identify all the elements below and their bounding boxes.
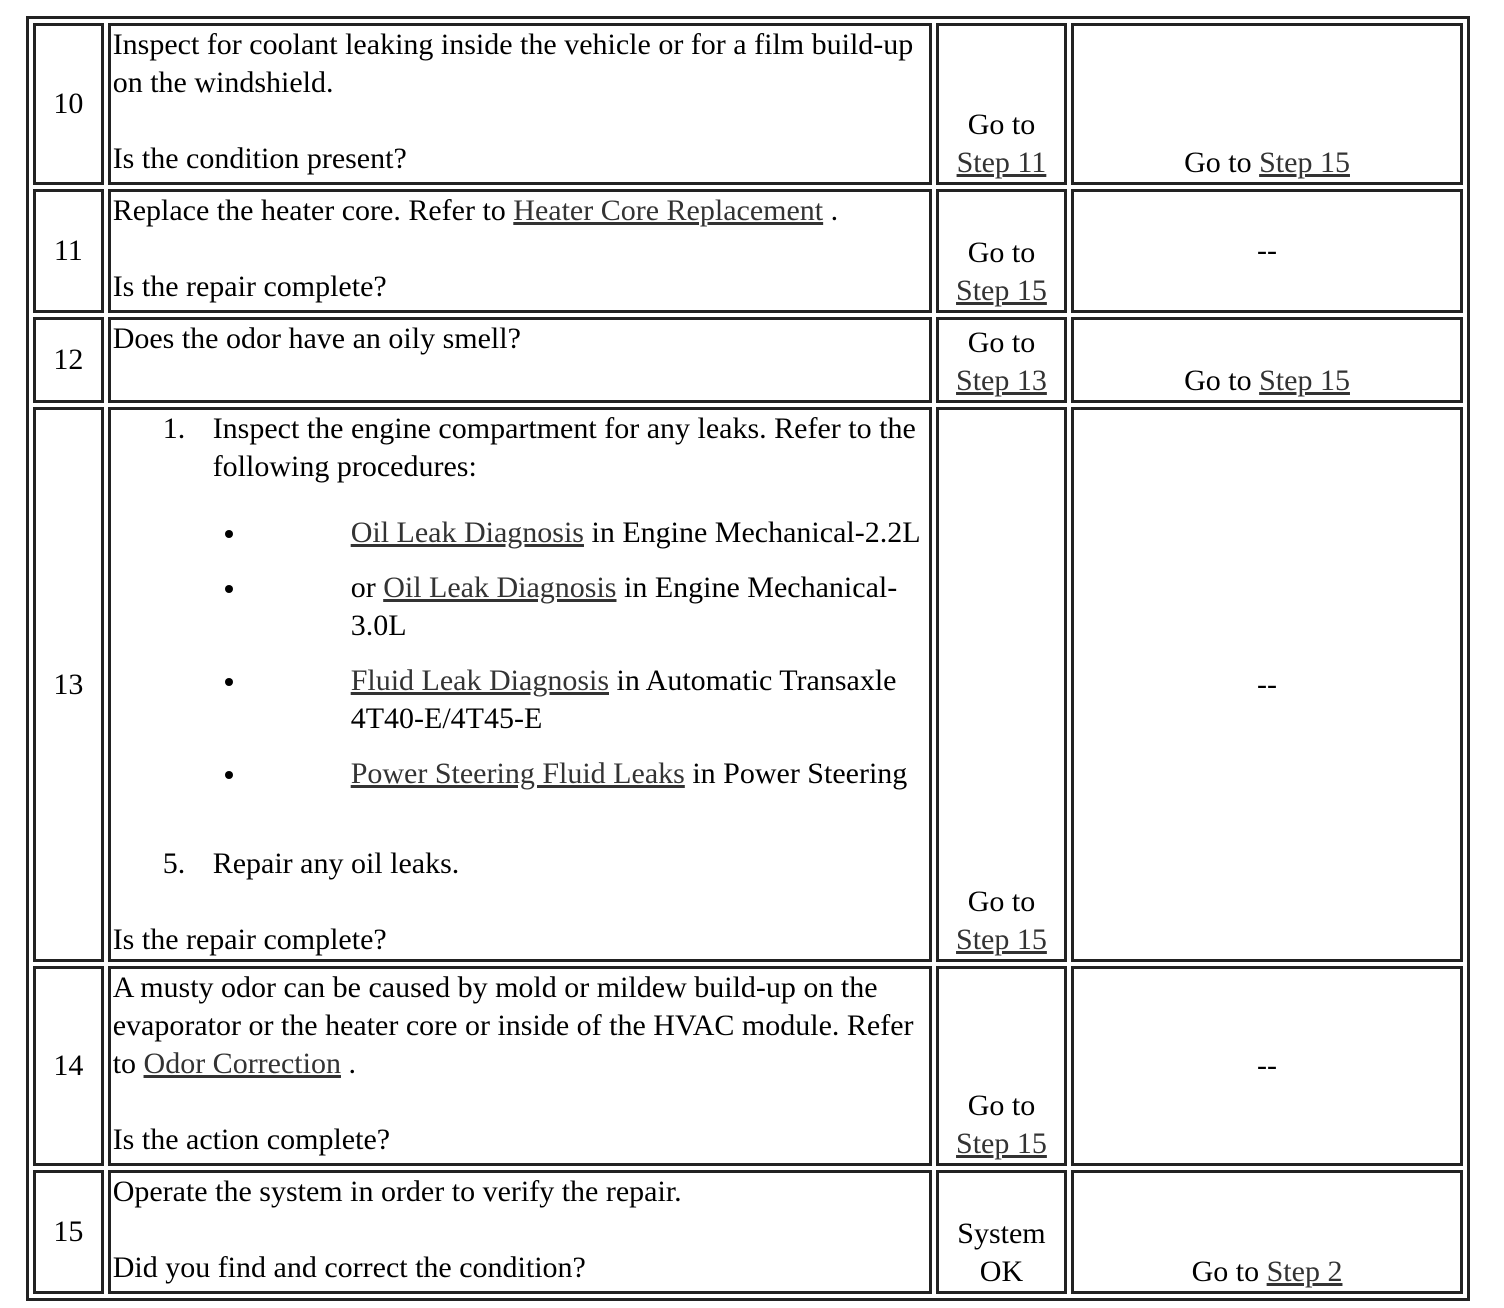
yes-cell: [936, 189, 1067, 313]
oil-leak-diagnosis-link[interactable]: Oil Leak Diagnosis: [383, 571, 617, 604]
action-cell: [108, 317, 932, 403]
table-row: [33, 317, 1463, 403]
list-item: Power Steering Fluid Leaks in Power Steering: [251, 755, 927, 793]
ok-label: OK: [979, 1255, 1024, 1288]
yes-cell: [936, 966, 1067, 1166]
yes-cell: [936, 317, 1067, 403]
no-cell: --: [1071, 966, 1463, 1166]
goto-label: Go to: [967, 108, 1036, 141]
no-cell: [1071, 317, 1463, 403]
yes-cell: [936, 1170, 1067, 1294]
table-row: [33, 23, 1463, 185]
table-row: [33, 1170, 1463, 1294]
fluid-leak-diagnosis-link[interactable]: Fluid Leak Diagnosis: [350, 664, 609, 697]
table-row: [33, 966, 1463, 1166]
power-steering-fluid-leaks-link[interactable]: Power Steering Fluid Leaks: [350, 757, 685, 790]
action-cell: [108, 23, 932, 185]
action-cell: [108, 1170, 932, 1294]
step-15-link[interactable]: Step 15: [956, 1127, 1047, 1160]
list-item: 1. Inspect the engine compartment for any leaks. Refer to the following procedures: Oil Leak Diagnosis in Engine Mechanical-2.2L or Oil Leak Diagnosis in Engine Mechanical-3.0L Fluid Leak Diagnosis in Automatic Transaxle 4T40-E/4T45-E Power Steering Fluid Leaks in Power Steering: [113, 410, 927, 793]
action-text: Operate the system in order to verify the repair.: [112, 1175, 682, 1208]
procedure-list: [113, 410, 927, 883]
goto-label: Go to: [967, 885, 1036, 918]
list-item: Oil Leak Diagnosis in Engine Mechanical-2.2L: [251, 514, 927, 552]
goto-label: Go to: [967, 236, 1036, 269]
table-row: [33, 189, 1463, 313]
question-text: Does the odor have an oily smell?: [112, 322, 521, 355]
oil-leak-diagnosis-link[interactable]: Oil Leak Diagnosis: [350, 516, 584, 549]
goto-label: Go to: [967, 326, 1036, 359]
goto-label: Go to: [1191, 1255, 1260, 1288]
action-text: A musty odor can be caused by mold or mildew build-up on the evaporator or the heater core or inside of the HVAC module. Refer to Odor Correction .: [112, 971, 914, 1080]
goto-label: Go to: [1184, 364, 1252, 397]
list-item: or Oil Leak Diagnosis in Engine Mechanical-3.0L: [251, 569, 927, 645]
action-cell: [108, 189, 932, 313]
step-2-link[interactable]: Step 2: [1266, 1255, 1343, 1288]
question-text: Did you find and correct the condition?: [112, 1251, 586, 1284]
diagnostic-table-container: [26, 16, 1470, 1301]
odor-correction-link[interactable]: Odor Correction: [143, 1047, 341, 1080]
question-text: Is the repair complete?: [112, 923, 387, 956]
diagnostic-table: [26, 16, 1470, 1301]
system-label: System: [957, 1217, 1046, 1250]
step-number: 12: [33, 317, 104, 403]
action-text: Inspect for coolant leaking inside the vehicle or for a film build-up on the windshield.: [112, 28, 914, 99]
no-cell: [1071, 23, 1463, 185]
step-15-link[interactable]: Step 15: [956, 274, 1047, 307]
goto-label: Go to: [967, 1089, 1036, 1122]
no-cell: [1071, 1170, 1463, 1294]
step-number: 10: [33, 23, 104, 185]
yes-cell: [936, 407, 1067, 962]
step-13-link[interactable]: Step 13: [956, 364, 1047, 397]
step-15-link[interactable]: Step 15: [1259, 146, 1350, 179]
question-text: Is the action complete?: [112, 1123, 391, 1156]
goto-label: Go to: [1184, 146, 1252, 179]
question-text: Is the repair complete?: [112, 270, 387, 303]
question-text: Is the condition present?: [112, 142, 407, 175]
no-cell: --: [1071, 407, 1463, 962]
action-cell: [108, 407, 932, 962]
action-text: Replace the heater core. Refer to Heater Core Replacement .: [112, 194, 839, 227]
step-15-link[interactable]: Step 15: [1259, 364, 1350, 397]
step-number: 15: [33, 1170, 104, 1294]
table-row: [33, 407, 1463, 962]
step-11-link[interactable]: Step 11: [956, 146, 1047, 179]
heater-core-replacement-link[interactable]: Heater Core Replacement: [513, 194, 824, 227]
step-number: 13: [33, 407, 104, 962]
step-15-link[interactable]: Step 15: [956, 923, 1047, 956]
action-cell: [108, 966, 932, 1166]
list-item: Fluid Leak Diagnosis in Automatic Transaxle 4T40-E/4T45-E: [251, 662, 927, 738]
list-item: 5. Repair any oil leaks.: [162, 847, 460, 880]
yes-cell: [936, 23, 1067, 185]
step-number: 11: [33, 189, 104, 313]
no-cell: --: [1071, 189, 1463, 313]
step-number: 14: [33, 966, 104, 1166]
reference-list: [213, 514, 927, 793]
